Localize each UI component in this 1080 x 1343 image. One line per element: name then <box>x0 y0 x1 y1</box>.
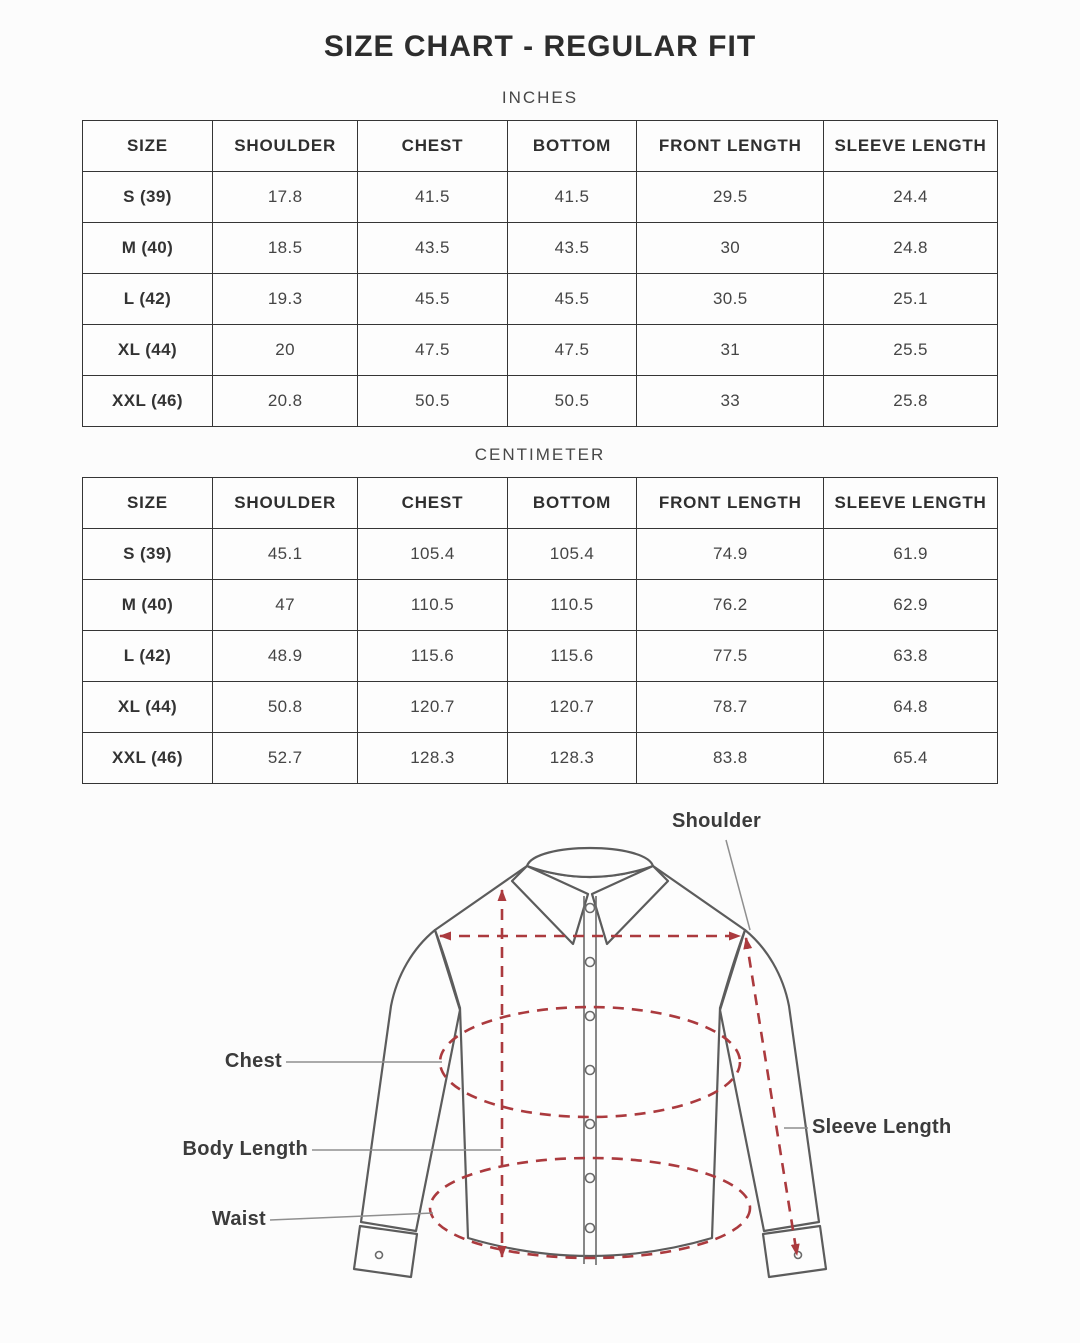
shirt-right-cuff <box>763 1226 826 1277</box>
value-cell: 115.6 <box>358 631 507 682</box>
value-cell: 83.8 <box>637 733 824 784</box>
value-cell: 33 <box>637 376 824 427</box>
shirt-left-cuff <box>354 1226 417 1277</box>
value-cell: 63.8 <box>824 631 998 682</box>
size-cell: M (40) <box>83 580 213 631</box>
size-cell: XXL (46) <box>83 733 213 784</box>
table-row <box>83 682 998 733</box>
table-header-row <box>83 478 998 529</box>
value-cell: 41.5 <box>507 172 637 223</box>
cuff-button <box>376 1252 383 1259</box>
table-row <box>83 580 998 631</box>
size-cell: XXL (46) <box>83 376 213 427</box>
size-table-inches <box>82 120 998 427</box>
shirt-measurement-diagram <box>150 810 952 1315</box>
column-header: CHEST <box>358 478 507 529</box>
value-cell: 45.5 <box>358 274 507 325</box>
table-row <box>83 172 998 223</box>
value-cell: 41.5 <box>358 172 507 223</box>
size-cell: L (42) <box>83 631 213 682</box>
unit-label-inches: INCHES <box>501 88 579 107</box>
value-cell: 25.8 <box>824 376 998 427</box>
value-cell: 45.5 <box>507 274 637 325</box>
value-cell: 76.2 <box>637 580 824 631</box>
value-cell: 61.9 <box>824 529 998 580</box>
column-header: SLEEVE LENGTH <box>824 121 998 172</box>
value-cell: 50.5 <box>507 376 637 427</box>
table-row <box>83 325 998 376</box>
table-row <box>83 274 998 325</box>
size-cell: M (40) <box>83 223 213 274</box>
column-header: BOTTOM <box>507 121 637 172</box>
waist-label: Waist <box>211 1208 266 1230</box>
value-cell: 65.4 <box>824 733 998 784</box>
unit-label-centimeter: CENTIMETER <box>474 445 606 464</box>
value-cell: 78.7 <box>637 682 824 733</box>
value-cell: 115.6 <box>507 631 637 682</box>
column-header: FRONT LENGTH <box>637 121 824 172</box>
value-cell: 24.8 <box>824 223 998 274</box>
size-cell: S (39) <box>83 529 213 580</box>
cuff-button <box>795 1252 802 1259</box>
size-cell: L (42) <box>83 274 213 325</box>
value-cell: 120.7 <box>507 682 637 733</box>
value-cell: 31 <box>637 325 824 376</box>
value-cell: 128.3 <box>358 733 507 784</box>
value-cell: 47.5 <box>507 325 637 376</box>
column-header: FRONT LENGTH <box>637 478 824 529</box>
size-cell: XL (44) <box>83 325 213 376</box>
value-cell: 48.9 <box>212 631 357 682</box>
value-cell: 74.9 <box>637 529 824 580</box>
column-header: SHOULDER <box>212 478 357 529</box>
value-cell: 77.5 <box>637 631 824 682</box>
value-cell: 52.7 <box>212 733 357 784</box>
body-length-label: Body Length <box>182 1138 308 1160</box>
chest-label: Chest <box>224 1050 282 1072</box>
value-cell: 120.7 <box>358 682 507 733</box>
value-cell: 105.4 <box>507 529 637 580</box>
value-cell: 43.5 <box>507 223 637 274</box>
shoulder-label: Shoulder <box>672 810 762 832</box>
value-cell: 128.3 <box>507 733 637 784</box>
size-cell: S (39) <box>83 172 213 223</box>
table-header-row <box>83 121 998 172</box>
value-cell: 30.5 <box>637 274 824 325</box>
value-cell: 24.4 <box>824 172 998 223</box>
page-title: SIZE CHART - REGULAR FIT <box>323 30 757 63</box>
column-header: CHEST <box>358 121 507 172</box>
value-cell: 47 <box>212 580 357 631</box>
table-row <box>83 376 998 427</box>
table-row <box>83 631 998 682</box>
value-cell: 50.5 <box>358 376 507 427</box>
column-header: BOTTOM <box>507 478 637 529</box>
value-cell: 25.5 <box>824 325 998 376</box>
table-row <box>83 733 998 784</box>
value-cell: 30 <box>637 223 824 274</box>
value-cell: 47.5 <box>358 325 507 376</box>
value-cell: 110.5 <box>358 580 507 631</box>
column-header: SHOULDER <box>212 121 357 172</box>
value-cell: 43.5 <box>358 223 507 274</box>
value-cell: 17.8 <box>212 172 357 223</box>
size-cell: XL (44) <box>83 682 213 733</box>
sleeve-length-label: Sleeve Length <box>812 1116 952 1138</box>
column-header: SIZE <box>83 121 213 172</box>
value-cell: 62.9 <box>824 580 998 631</box>
value-cell: 64.8 <box>824 682 998 733</box>
value-cell: 25.1 <box>824 274 998 325</box>
shirt-collar-band <box>527 848 653 877</box>
value-cell: 19.3 <box>212 274 357 325</box>
value-cell: 45.1 <box>212 529 357 580</box>
table-row <box>83 529 998 580</box>
value-cell: 50.8 <box>212 682 357 733</box>
table-row <box>83 223 998 274</box>
value-cell: 18.5 <box>212 223 357 274</box>
value-cell: 20.8 <box>212 376 357 427</box>
column-header: SIZE <box>83 478 213 529</box>
value-cell: 110.5 <box>507 580 637 631</box>
size-table-centimeter <box>82 477 998 784</box>
shirt-right-sleeve <box>720 930 819 1231</box>
column-header: SLEEVE LENGTH <box>824 478 998 529</box>
value-cell: 29.5 <box>637 172 824 223</box>
value-cell: 105.4 <box>358 529 507 580</box>
value-cell: 20 <box>212 325 357 376</box>
shirt-body <box>435 866 745 1256</box>
